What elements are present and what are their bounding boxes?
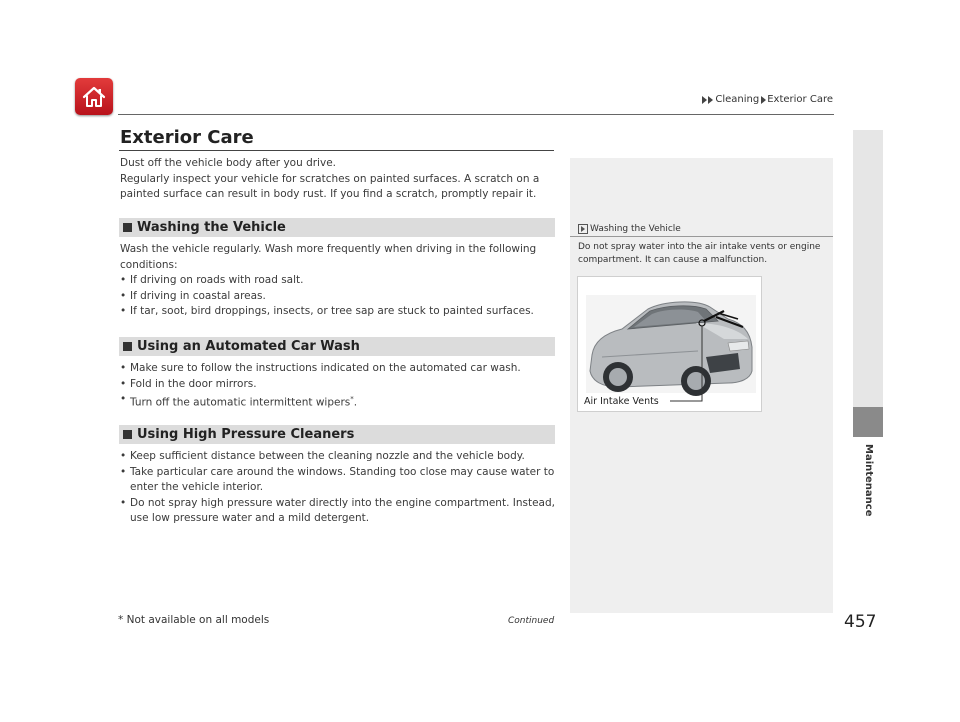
breadcrumb-arrow-icon [702,96,707,104]
list-item: • If tar, soot, bird droppings, insects, or tree sap are stuck to painted surfaces. [120,304,560,320]
list-item: • Do not spray high pressure water directly into the engine compartment. Instead, use low pressure water and a mild detergent. [120,496,560,527]
high-pressure-list [120,449,560,527]
washing-intro: Wash the vehicle regularly. Wash more frequently when driving in the following conditions: [120,243,537,271]
page-title: Exterior Care [120,127,254,148]
section-square-icon [123,342,132,351]
breadcrumb-item-cleaning[interactable]: Cleaning [715,94,760,105]
section-title: Using an Automated Car Wash [137,339,360,354]
note-text: Do not spray water into the air intake vents or engine compartment. It can cause a malfunction. [578,242,821,265]
footnote: * Not available on all models [118,614,270,626]
note-divider [570,236,833,237]
section-square-icon [123,223,132,232]
list-item: • Make sure to follow the instructions indicated on the automated car wash. [120,361,560,377]
note-title: Washing the Vehicle [590,224,681,234]
section-square-icon [123,430,132,439]
title-divider [119,150,554,151]
note-heading [578,224,681,234]
automated-car-wash-list [120,361,560,411]
breadcrumb-arrow-icon [761,96,766,104]
breadcrumb-arrow-icon [708,96,713,104]
washing-list [120,273,560,320]
chapter-tab-marker[interactable] [853,407,883,437]
car-illustration [577,276,762,412]
footnote-asterisk[interactable]: * [350,395,354,403]
section-header-washing [119,218,555,237]
home-icon [81,84,107,110]
section-header-high-pressure-cleaners [119,425,555,444]
note-box-arrow-icon [578,224,588,234]
list-item: • If driving in coastal areas. [120,289,560,305]
list-item-text: Turn off the automatic intermittent wipers [130,396,351,409]
car-drawing [578,277,761,411]
section-header-automated-car-wash [119,337,555,356]
breadcrumb-item-exterior-care[interactable]: Exterior Care [767,94,833,105]
header-divider [118,114,834,115]
home-button[interactable] [75,78,113,115]
list-item: • Fold in the door mirrors. [120,377,560,393]
section-title: Washing the Vehicle [137,220,286,235]
intro-text [120,156,560,203]
page-number: 457 [844,612,877,632]
list-item: • Keep sufficient distance between the cleaning nozzle and the vehicle body. [120,449,560,465]
breadcrumb [702,94,833,105]
list-item: • Turn off the automatic intermittent wipers*. [120,392,560,411]
list-item: • If driving on roads with road salt. [120,273,560,289]
intro-line: Regularly inspect your vehicle for scratches on painted surfaces. A scratch on a painted surface can result in body rust. If you find a scratch, promptly repair it. [120,172,540,200]
continued-label[interactable]: Continued [508,616,555,626]
chapter-tab-label[interactable]: Maintenance [863,444,874,517]
chapter-tab-strip [853,130,883,407]
section-title: Using High Pressure Cleaners [137,427,355,442]
intro-line: Dust off the vehicle body after you drive. [120,157,336,169]
list-item: • Take particular care around the windows. Standing too close may cause water to enter the vehicle interior. [120,465,560,496]
air-intake-vents-label: Air Intake Vents [584,396,659,407]
